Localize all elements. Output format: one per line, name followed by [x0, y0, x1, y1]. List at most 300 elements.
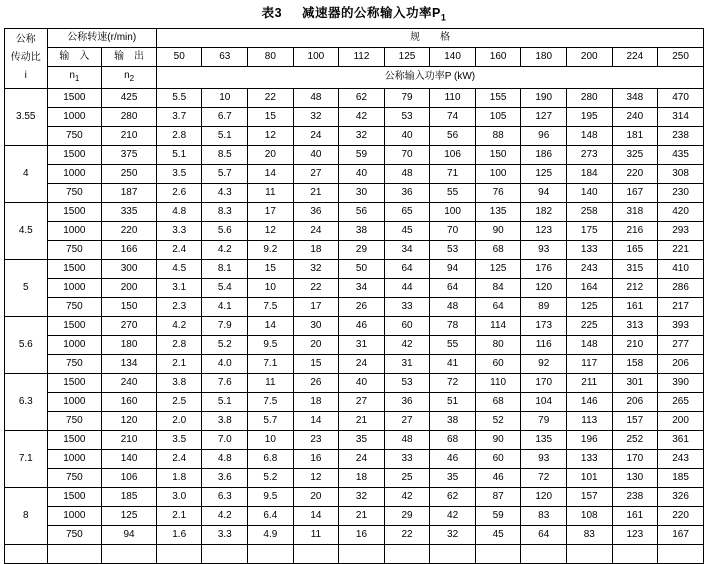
power-cell: 105	[475, 107, 521, 126]
power-cell: 8.1	[202, 259, 248, 278]
power-cell: 4.2	[202, 240, 248, 259]
power-cell: 125	[566, 297, 612, 316]
table-row	[5, 411, 704, 430]
power-cell: 2.8	[156, 126, 202, 145]
header-speed-group: 公称转速(r/min)	[47, 28, 156, 47]
power-cell: 133	[566, 449, 612, 468]
table-row	[5, 259, 704, 278]
power-cell: 8.5	[202, 145, 248, 164]
power-cell: 27	[384, 411, 430, 430]
power-cell: 42	[339, 107, 385, 126]
n2-cell: 106	[102, 468, 157, 487]
power-cell: 148	[566, 126, 612, 145]
power-cell: 7.1	[248, 354, 294, 373]
power-cell: 7.5	[248, 297, 294, 316]
power-cell: 313	[612, 316, 658, 335]
n1-cell-partial	[47, 544, 102, 563]
power-cell: 15	[248, 259, 294, 278]
header-output-symbol-index: 2	[129, 73, 135, 83]
power-cell: 123	[612, 525, 658, 544]
n1-cell: 1500	[47, 259, 102, 278]
power-cell: 46	[430, 449, 476, 468]
power-cell: 101	[566, 468, 612, 487]
power-cell: 30	[339, 183, 385, 202]
n2-cell: 270	[102, 316, 157, 335]
power-cell: 9.5	[248, 487, 294, 506]
power-cell: 40	[384, 126, 430, 145]
header-output-label: 输 出	[102, 47, 157, 66]
power-cell: 5.7	[202, 164, 248, 183]
power-cell: 16	[339, 525, 385, 544]
n2-cell: 240	[102, 373, 157, 392]
header-input-label: 输 入	[47, 47, 102, 66]
power-cell: 56	[430, 126, 476, 145]
power-cell: 6.8	[248, 449, 294, 468]
power-cell: 157	[612, 411, 658, 430]
power-cell: 44	[384, 278, 430, 297]
power-cell: 12	[293, 468, 339, 487]
power-cell: 70	[430, 221, 476, 240]
power-cell: 135	[521, 430, 567, 449]
power-cell: 165	[612, 240, 658, 259]
power-cell: 24	[339, 449, 385, 468]
power-cell: 200	[658, 411, 704, 430]
header-output-symbol-text: n	[124, 69, 130, 81]
power-cell: 6.3	[202, 487, 248, 506]
power-cell: 150	[475, 145, 521, 164]
power-cell: 38	[339, 221, 385, 240]
n2-cell: 125	[102, 506, 157, 525]
table-row	[5, 240, 704, 259]
header-ratio-cell	[5, 28, 48, 88]
power-cell: 76	[475, 183, 521, 202]
power-cell: 41	[430, 354, 476, 373]
power-cell: 27	[293, 164, 339, 183]
power-cell: 24	[293, 126, 339, 145]
n1-cell: 750	[47, 354, 102, 373]
power-cell: 48	[384, 430, 430, 449]
table-row	[5, 88, 704, 107]
power-cell: 318	[612, 202, 658, 221]
power-cell: 64	[430, 278, 476, 297]
power-cell: 92	[521, 354, 567, 373]
power-cell: 64	[475, 297, 521, 316]
power-cell: 29	[339, 240, 385, 259]
power-cell: 4.5	[156, 259, 202, 278]
n1-cell: 1500	[47, 373, 102, 392]
power-cell: 83	[521, 506, 567, 525]
n1-cell: 1000	[47, 506, 102, 525]
power-cell: 10	[248, 278, 294, 297]
power-cell: 196	[566, 430, 612, 449]
power-cell: 348	[612, 88, 658, 107]
table-row	[5, 297, 704, 316]
power-cell: 4.3	[202, 183, 248, 202]
power-cell: 140	[566, 183, 612, 202]
power-cell: 308	[658, 164, 704, 183]
power-cell: 420	[658, 202, 704, 221]
power-cell: 110	[430, 88, 476, 107]
power-cell: 195	[566, 107, 612, 126]
power-cell: 176	[521, 259, 567, 278]
power-cell: 24	[339, 354, 385, 373]
power-cell: 65	[384, 202, 430, 221]
power-cell: 240	[612, 107, 658, 126]
n2-cell: 200	[102, 278, 157, 297]
table-row	[5, 506, 704, 525]
power-cell: 125	[521, 164, 567, 183]
power-cell: 93	[521, 240, 567, 259]
power-cell-partial	[156, 544, 202, 563]
power-cell: 148	[566, 335, 612, 354]
power-cell: 62	[430, 487, 476, 506]
power-cell: 116	[521, 335, 567, 354]
power-cell: 4.8	[156, 202, 202, 221]
table-row	[5, 430, 704, 449]
power-cell: 167	[658, 525, 704, 544]
power-cell: 51	[430, 392, 476, 411]
power-cell: 2.8	[156, 335, 202, 354]
power-cell: 29	[384, 506, 430, 525]
power-table	[4, 28, 704, 564]
table-row	[5, 468, 704, 487]
power-cell: 11	[293, 525, 339, 544]
power-cell: 125	[475, 259, 521, 278]
header-size-112: 112	[339, 47, 385, 66]
n2-cell: 335	[102, 202, 157, 221]
power-cell: 78	[430, 316, 476, 335]
power-cell: 164	[566, 278, 612, 297]
n1-cell: 1500	[47, 430, 102, 449]
power-cell: 3.3	[156, 221, 202, 240]
power-cell: 21	[293, 183, 339, 202]
header-size-50: 50	[156, 47, 202, 66]
power-cell: 36	[384, 183, 430, 202]
table-row	[5, 183, 704, 202]
n1-cell: 750	[47, 468, 102, 487]
power-cell: 301	[612, 373, 658, 392]
power-cell: 220	[612, 164, 658, 183]
n2-cell: 180	[102, 335, 157, 354]
table-body	[5, 88, 704, 563]
power-cell: 2.3	[156, 297, 202, 316]
power-cell-partial	[475, 544, 521, 563]
power-cell: 190	[521, 88, 567, 107]
header-size-224: 224	[612, 47, 658, 66]
power-cell: 24	[293, 221, 339, 240]
n2-cell: 134	[102, 354, 157, 373]
power-cell: 56	[339, 202, 385, 221]
power-cell-partial	[566, 544, 612, 563]
power-cell: 146	[566, 392, 612, 411]
power-cell-partial	[202, 544, 248, 563]
n1-cell: 750	[47, 411, 102, 430]
power-cell: 435	[658, 145, 704, 164]
power-cell: 36	[293, 202, 339, 221]
power-cell: 185	[658, 468, 704, 487]
power-cell-partial	[384, 544, 430, 563]
power-cell: 5.5	[156, 88, 202, 107]
power-cell: 27	[339, 392, 385, 411]
power-cell: 55	[430, 335, 476, 354]
power-cell: 96	[521, 126, 567, 145]
table-row	[5, 164, 704, 183]
power-cell: 3.5	[156, 164, 202, 183]
table-row	[5, 373, 704, 392]
power-cell: 314	[658, 107, 704, 126]
power-cell: 14	[248, 316, 294, 335]
power-cell: 5.7	[248, 411, 294, 430]
power-cell: 9.2	[248, 240, 294, 259]
power-cell: 106	[430, 145, 476, 164]
power-cell: 325	[612, 145, 658, 164]
power-cell: 3.1	[156, 278, 202, 297]
power-cell: 59	[475, 506, 521, 525]
n2-cell: 160	[102, 392, 157, 411]
power-cell: 48	[384, 164, 430, 183]
power-cell: 3.8	[202, 411, 248, 430]
power-cell: 117	[566, 354, 612, 373]
power-cell: 184	[566, 164, 612, 183]
power-cell: 84	[475, 278, 521, 297]
power-cell: 5.1	[156, 145, 202, 164]
n1-cell: 1000	[47, 164, 102, 183]
power-cell: 60	[384, 316, 430, 335]
power-cell: 90	[475, 221, 521, 240]
power-cell: 34	[339, 278, 385, 297]
n1-cell: 1500	[47, 316, 102, 335]
n2-cell: 375	[102, 145, 157, 164]
power-cell: 53	[384, 107, 430, 126]
n1-cell: 750	[47, 525, 102, 544]
power-cell: 33	[384, 449, 430, 468]
power-cell: 8.3	[202, 202, 248, 221]
power-cell: 21	[339, 506, 385, 525]
table-row	[5, 126, 704, 145]
power-cell: 7.5	[248, 392, 294, 411]
table-row	[5, 392, 704, 411]
power-cell: 238	[658, 126, 704, 145]
power-cell: 46	[475, 468, 521, 487]
power-cell: 1.6	[156, 525, 202, 544]
power-cell: 277	[658, 335, 704, 354]
power-cell: 11	[248, 183, 294, 202]
n2-cell: 250	[102, 164, 157, 183]
table-row	[5, 335, 704, 354]
power-cell: 64	[521, 525, 567, 544]
power-cell: 170	[521, 373, 567, 392]
n1-cell: 750	[47, 297, 102, 316]
power-cell: 48	[293, 88, 339, 107]
power-cell: 20	[293, 487, 339, 506]
n1-cell: 750	[47, 126, 102, 145]
power-cell: 53	[384, 373, 430, 392]
power-cell: 127	[521, 107, 567, 126]
power-cell: 30	[293, 316, 339, 335]
power-cell: 4.2	[202, 506, 248, 525]
power-cell: 100	[475, 164, 521, 183]
power-cell: 2.6	[156, 183, 202, 202]
power-cell: 80	[475, 335, 521, 354]
n2-cell: 166	[102, 240, 157, 259]
power-cell-partial	[430, 544, 476, 563]
power-cell: 225	[566, 316, 612, 335]
power-cell: 15	[248, 107, 294, 126]
power-cell: 4.2	[156, 316, 202, 335]
n1-cell: 1000	[47, 392, 102, 411]
ratio-cell-partial	[5, 544, 48, 563]
power-cell: 18	[293, 392, 339, 411]
ratio-cell: 5.6	[5, 316, 48, 373]
power-cell: 167	[612, 183, 658, 202]
header-size-250: 250	[658, 47, 704, 66]
power-cell: 5.1	[202, 392, 248, 411]
n2-cell: 210	[102, 126, 157, 145]
power-cell: 53	[430, 240, 476, 259]
power-cell: 23	[293, 430, 339, 449]
power-cell: 89	[521, 297, 567, 316]
power-cell: 62	[339, 88, 385, 107]
power-cell: 258	[566, 202, 612, 221]
table-row	[5, 316, 704, 335]
ratio-cell: 7.1	[5, 430, 48, 487]
power-cell: 211	[566, 373, 612, 392]
power-cell: 238	[612, 487, 658, 506]
power-cell-partial	[339, 544, 385, 563]
header-output-symbol	[102, 66, 157, 88]
power-cell: 7.9	[202, 316, 248, 335]
power-cell: 280	[566, 88, 612, 107]
power-cell: 68	[475, 240, 521, 259]
power-cell: 34	[384, 240, 430, 259]
power-cell: 161	[612, 506, 658, 525]
power-cell: 26	[293, 373, 339, 392]
power-cell: 68	[475, 392, 521, 411]
power-cell: 216	[612, 221, 658, 240]
n1-cell: 750	[47, 183, 102, 202]
power-cell: 83	[566, 525, 612, 544]
header-input-symbol-index: 1	[74, 73, 80, 83]
n2-cell: 220	[102, 221, 157, 240]
power-cell: 108	[566, 506, 612, 525]
power-cell: 11	[248, 373, 294, 392]
ratio-cell: 3.55	[5, 88, 48, 145]
power-cell: 4.1	[202, 297, 248, 316]
power-cell: 10	[202, 88, 248, 107]
power-cell: 88	[475, 126, 521, 145]
title-subscript: 1	[440, 12, 447, 23]
power-cell: 32	[339, 487, 385, 506]
power-cell-partial	[658, 544, 704, 563]
header-row-2	[5, 47, 704, 66]
power-cell: 3.7	[156, 107, 202, 126]
power-cell: 20	[248, 145, 294, 164]
power-cell: 157	[566, 487, 612, 506]
header-input-symbol	[47, 66, 102, 88]
power-cell: 123	[521, 221, 567, 240]
power-cell: 175	[566, 221, 612, 240]
power-cell: 9.5	[248, 335, 294, 354]
power-cell: 6.4	[248, 506, 294, 525]
header-size-100: 100	[293, 47, 339, 66]
power-cell: 243	[658, 449, 704, 468]
power-cell: 74	[430, 107, 476, 126]
table-header	[5, 28, 704, 88]
power-cell: 70	[384, 145, 430, 164]
power-cell: 21	[339, 411, 385, 430]
power-cell: 100	[430, 202, 476, 221]
power-cell-partial	[612, 544, 658, 563]
power-cell: 7.6	[202, 373, 248, 392]
power-cell: 68	[430, 430, 476, 449]
n1-cell: 1000	[47, 221, 102, 240]
power-cell: 5.1	[202, 126, 248, 145]
power-cell: 59	[339, 145, 385, 164]
header-ratio-line1: 公称	[15, 34, 36, 45]
power-cell: 31	[384, 354, 430, 373]
power-cell: 60	[475, 354, 521, 373]
power-cell: 60	[475, 449, 521, 468]
power-cell: 22	[293, 278, 339, 297]
power-cell: 4.8	[202, 449, 248, 468]
power-cell: 50	[339, 259, 385, 278]
table-row-partial	[5, 544, 704, 563]
power-cell: 20	[293, 335, 339, 354]
power-cell: 265	[658, 392, 704, 411]
power-cell: 410	[658, 259, 704, 278]
n2-cell: 185	[102, 487, 157, 506]
power-cell: 79	[384, 88, 430, 107]
power-cell: 32	[339, 126, 385, 145]
table-row	[5, 278, 704, 297]
n1-cell: 750	[47, 240, 102, 259]
power-cell: 32	[430, 525, 476, 544]
power-cell: 32	[293, 259, 339, 278]
power-cell: 14	[248, 164, 294, 183]
power-cell: 3.5	[156, 430, 202, 449]
power-cell: 14	[293, 506, 339, 525]
power-cell: 40	[339, 373, 385, 392]
power-cell: 2.1	[156, 506, 202, 525]
ratio-cell: 8	[5, 487, 48, 544]
n2-cell: 300	[102, 259, 157, 278]
n1-cell: 1000	[47, 278, 102, 297]
power-cell: 33	[384, 297, 430, 316]
header-size-180: 180	[521, 47, 567, 66]
power-cell: 286	[658, 278, 704, 297]
power-cell: 40	[339, 164, 385, 183]
power-cell: 155	[475, 88, 521, 107]
power-cell: 1.8	[156, 468, 202, 487]
power-cell: 5.6	[202, 221, 248, 240]
header-ratio-line3: i	[24, 70, 27, 81]
power-cell: 7.0	[202, 430, 248, 449]
table-row	[5, 107, 704, 126]
header-size-63: 63	[202, 47, 248, 66]
power-cell: 114	[475, 316, 521, 335]
power-cell: 71	[430, 164, 476, 183]
table-row	[5, 525, 704, 544]
power-cell: 35	[339, 430, 385, 449]
header-row-3	[5, 66, 704, 88]
header-spec-group: 规 格	[156, 28, 703, 47]
power-cell: 31	[339, 335, 385, 354]
power-cell: 173	[521, 316, 567, 335]
ratio-cell: 4.5	[5, 202, 48, 259]
power-cell: 36	[384, 392, 430, 411]
power-cell: 12	[248, 221, 294, 240]
power-cell: 42	[384, 335, 430, 354]
